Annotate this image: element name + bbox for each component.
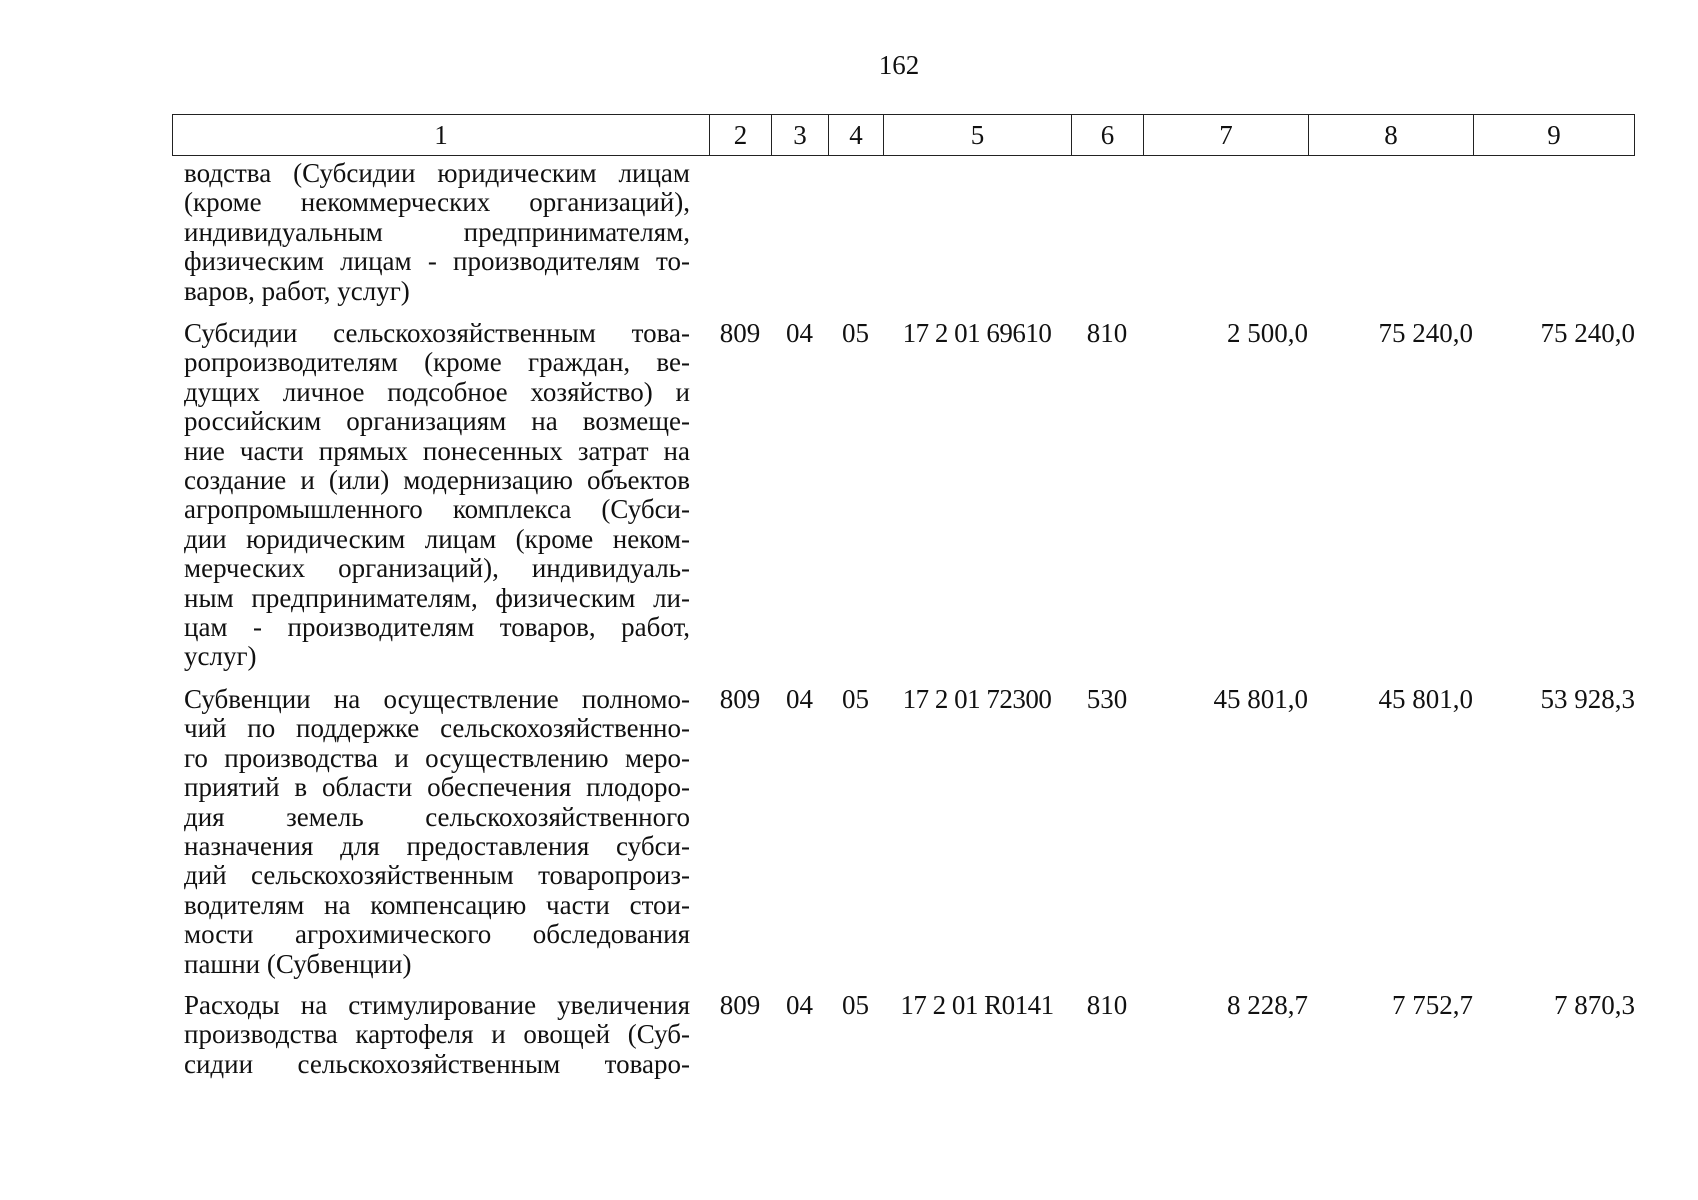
cell-section: 04 xyxy=(786,318,813,348)
cell-subsection: 05 xyxy=(842,684,869,714)
description-line: индивидуальным предпринимателям, xyxy=(184,216,690,247)
description-line: сидии сельскохозяйственным товаро- xyxy=(184,1048,690,1079)
description-line: (кроме некоммерческих организаций), xyxy=(184,187,690,218)
header-col-5: 5 xyxy=(884,115,1072,156)
description-line: создание и (или) модернизацию объектов xyxy=(184,465,690,496)
description-line: мости агрохимического обследования xyxy=(184,919,690,950)
cell-expense-type: 530 xyxy=(1086,684,1128,714)
cell-ministry-code: 809 xyxy=(719,684,761,714)
description-line: физическим лицам - производителям то- xyxy=(184,246,690,277)
description-line: назначения для предоставления субси- xyxy=(184,831,690,862)
cell-target-article: 17 2 01 R0141 xyxy=(900,990,1054,1020)
description-line: го производства и осуществлению меро- xyxy=(184,742,690,773)
description-line: приятий в области обеспечения плодоро- xyxy=(184,772,690,803)
header-col-3: 3 xyxy=(772,115,829,156)
header-col-7: 7 xyxy=(1144,115,1309,156)
description-line: Расходы на стимулирование увеличения xyxy=(184,990,690,1020)
cell-amount-col8: 7 752,7 xyxy=(1392,990,1473,1020)
cell-expense-type: 810 xyxy=(1086,318,1128,348)
description-line: водства (Субсидии юридическим лицам xyxy=(184,158,690,188)
page-number: 162 xyxy=(878,50,920,80)
description-line: варов, работ, услуг) xyxy=(184,275,410,306)
header-col-4: 4 xyxy=(829,115,884,156)
header-col-1: 1 xyxy=(173,115,710,156)
cell-subsection: 05 xyxy=(842,318,869,348)
description-line: дий сельскохозяйственным товаропроиз- xyxy=(184,860,690,891)
description-line: Субсидии сельскохозяйственным това- xyxy=(184,318,690,348)
description-line: агропромышленного комплекса (Субси- xyxy=(184,494,690,525)
cell-target-article: 17 2 01 72300 xyxy=(902,684,1052,714)
cell-amount-col9: 75 240,0 xyxy=(1540,318,1635,348)
cell-subsection: 05 xyxy=(842,990,869,1020)
cell-amount-col9: 53 928,3 xyxy=(1540,684,1635,714)
header-col-9: 9 xyxy=(1474,115,1635,156)
cell-section: 04 xyxy=(786,990,813,1020)
row-description xyxy=(184,685,690,979)
description-line: ным предпринимателям, физическим ли- xyxy=(184,582,690,613)
cell-target-article: 17 2 01 69610 xyxy=(902,318,1052,348)
description-line: чий по поддержке сельскохозяйственно- xyxy=(184,713,690,744)
description-line: услуг) xyxy=(184,641,257,672)
description-line: цам - производителям товаров, работ, xyxy=(184,612,690,643)
cell-ministry-code: 809 xyxy=(719,990,761,1020)
cell-section: 04 xyxy=(786,684,813,714)
row-description xyxy=(184,159,690,306)
cell-amount-col7: 45 801,0 xyxy=(1213,684,1308,714)
description-line: мерческих организаций), индивидуаль- xyxy=(184,553,690,584)
description-line: Субвенции на осуществление полномо- xyxy=(184,684,690,714)
description-line: пашни (Субвенции) xyxy=(184,948,412,979)
description-line: дия земель сельскохозяйственного xyxy=(184,801,690,832)
description-line: производства картофеля и овощей (Суб- xyxy=(184,1019,690,1050)
header-col-8: 8 xyxy=(1309,115,1474,156)
column-header-table xyxy=(172,114,1635,156)
cell-amount-col8: 75 240,0 xyxy=(1378,318,1473,348)
description-line: водителям на компенсацию части стои- xyxy=(184,889,690,920)
cell-ministry-code: 809 xyxy=(719,318,761,348)
cell-amount-col7: 2 500,0 xyxy=(1227,318,1308,348)
description-line: ропроизводителям (кроме граждан, ве- xyxy=(184,347,690,378)
cell-amount-col8: 45 801,0 xyxy=(1378,684,1473,714)
description-line: российским организациям на возмеще- xyxy=(184,406,690,437)
cell-amount-col9: 7 870,3 xyxy=(1554,990,1635,1020)
row-description xyxy=(184,991,690,1079)
description-line: ние части прямых понесенных затрат на xyxy=(184,435,690,466)
description-line: дущих личное подсобное хозяйство) и xyxy=(184,376,690,407)
header-col-2: 2 xyxy=(710,115,772,156)
header-row xyxy=(173,115,1635,156)
row-description xyxy=(184,319,690,672)
description-line: дии юридическим лицам (кроме неком- xyxy=(184,523,690,554)
cell-expense-type: 810 xyxy=(1086,990,1128,1020)
header-col-6: 6 xyxy=(1072,115,1144,156)
cell-amount-col7: 8 228,7 xyxy=(1227,990,1308,1020)
